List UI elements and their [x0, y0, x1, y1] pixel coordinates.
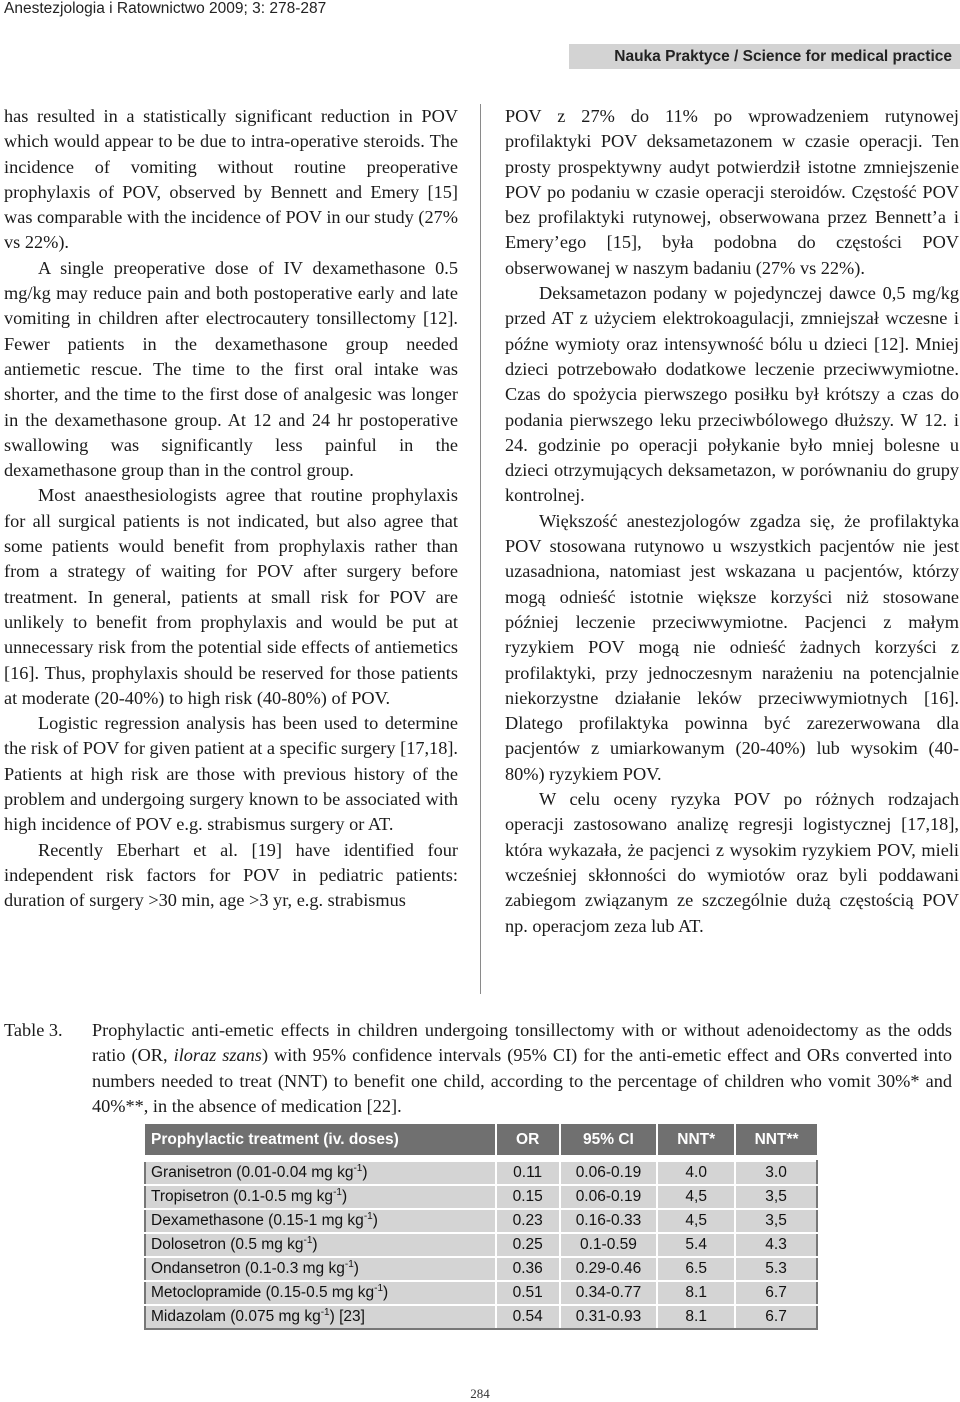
drug-name: Dolosetron (0.5 mg kg — [151, 1236, 304, 1254]
drug-suffix: ) — [362, 1164, 368, 1182]
drug-name: Midazolam (0.075 mg kg — [151, 1308, 321, 1326]
caption-text-part: Prophylactic anti-emetic effects in children undergoing tonsillectomy with or without adenoidectomy as the odds ratio (OR, — [92, 1020, 952, 1066]
drug-cell — [145, 1257, 496, 1281]
unit-superscript: -1 — [374, 1283, 384, 1295]
nnt2-cell: 3.0 — [735, 1161, 817, 1185]
or-cell: 0.15 — [496, 1185, 560, 1209]
column-header: 95% CI — [560, 1124, 658, 1155]
table-row — [145, 1233, 817, 1257]
unit-superscript: -1 — [333, 1187, 342, 1199]
nnt1-cell: 6.5 — [657, 1257, 735, 1281]
nnt2-cell: 3,5 — [735, 1209, 817, 1233]
drug-suffix: ) [23] — [329, 1308, 365, 1326]
unit-superscript: -1 — [303, 1235, 313, 1247]
nnt2-cell: 6.7 — [735, 1305, 817, 1329]
nnt2-cell: 4.3 — [735, 1233, 817, 1257]
table-row — [145, 1161, 817, 1185]
nnt1-cell: 8.1 — [657, 1305, 735, 1329]
or-cell: 0.51 — [496, 1281, 560, 1305]
column-header: NNT** — [754, 1130, 799, 1148]
ci-cell: 0.06-0.19 — [560, 1161, 658, 1185]
or-cell: 0.25 — [496, 1233, 560, 1257]
ci-cell: 0.29-0.46 — [560, 1257, 658, 1281]
table-row — [145, 1257, 817, 1281]
ci-cell: 0.31-0.93 — [560, 1305, 658, 1329]
drug-suffix: ) — [383, 1284, 389, 1302]
unit-superscript: -1 — [363, 1211, 373, 1223]
or-cell: 0.23 — [496, 1209, 560, 1233]
drug-cell — [145, 1209, 496, 1233]
drug-cell — [145, 1233, 496, 1257]
caption-text-part: ) with 95% confidence intervals (95% CI) for the anti-emetic effect and ORs converted into numbers needed to treat (NNT) to benefit one child, according to the percentage of children who vomit 30%* and 40%**, in the absence of medication [22]. — [92, 1045, 952, 1116]
paragraph: Logistic regression analysis has been used to determine the risk of POV for given patient at a specific surgery [17,18]. Patients at high risk are those with previous history of the problem and undergoing surgery known to be associated with high incidence of POV e.g. strabismus surgery or AT. — [4, 713, 458, 835]
or-cell: 0.11 — [496, 1161, 560, 1185]
drug-suffix: ) — [372, 1212, 378, 1230]
or-cell: 0.54 — [496, 1305, 560, 1329]
table-row — [145, 1209, 817, 1233]
caption-label: Table 3. — [4, 1020, 63, 1040]
caption-text — [92, 1018, 952, 1119]
drug-suffix: ) — [312, 1236, 318, 1254]
table-row — [145, 1281, 817, 1305]
drug-cell — [145, 1161, 496, 1185]
column-header: Prophylactic treatment (iv. doses) — [145, 1124, 496, 1155]
nnt1-cell: 4,5 — [657, 1185, 735, 1209]
nnt1-cell: 4,5 — [657, 1209, 735, 1233]
drug-cell — [145, 1185, 496, 1209]
paragraph: has resulted in a statistically significant reduction in POV which would appear to be due to intra-operative steroids. The incidence of vomiting without routine preoperative prophylaxis of POV, observed by Bennett and Emery [15] was comparable with the incidence of POV in our study (27% vs 22%). — [4, 106, 458, 253]
right-column-polish — [505, 104, 959, 939]
unit-superscript: -1 — [344, 1259, 354, 1271]
journal-citation: Anestezjologia i Ratownictwo 2009; 3: 278-287 — [4, 0, 327, 17]
drug-name: Metoclopramide (0.15-0.5 mg kg — [151, 1284, 375, 1302]
antiemetic-table — [144, 1124, 818, 1330]
table-row — [145, 1305, 817, 1329]
table-row — [145, 1185, 817, 1209]
nnt1-cell: 8.1 — [657, 1281, 735, 1305]
paragraph: Większość anestezjologów zgadza się, że profilaktyka POV stosowana rutynowo u wszystkich pacjentów nie jest uzasadniona, natomiast jest wskazana u pacjentów, którzy mogą odnieść istotnie większe korzyści niż stosowane później leczenie przeciwwymiotne. Pacjenci z małym ryzykiem POV mogą nie odnieść żadnych korzyści z profilaktyki, przy jednoczesnym narażeniu na potencjalnie niekorzystne działanie leków przeciwwymiotnych [16]. Dlatego profilaktyka powinna być zarezerwowana dla pacjentów z umiarkowanym (20-40%) lub wysokim (40-80%) ryzykiem POV. — [505, 510, 959, 784]
nnt2-cell: 5.3 — [735, 1257, 817, 1281]
ci-cell: 0.16-0.33 — [560, 1209, 658, 1233]
column-header: NNT* — [657, 1124, 735, 1155]
drug-suffix: ) — [353, 1260, 359, 1278]
paragraph: POV z 27% do 11% po wprowadzeniem rutynowej profilaktyki POV deksametazonem w czasie operacji. Ten prosty prospektywny audyt potwierdził istotne zmniejszenie POV po podaniu w czasie operacji steroidów. Częstość POV bez profilaktyki rutynowej, obserwowana przez Bennett’a i Emery’ego [15], była podobna do częstości POV obserwowanej w naszym badaniu (27% vs 22%). — [505, 106, 959, 278]
paragraph: Most anaesthesiologists agree that routine prophylaxis for all surgical patients is not indicated, but also agree that some patients would benefit from prophylaxis rather than from a strategy of waiting for POV after surgery before treatment. In general, patients at small risk for POV are unlikely to benefit from prophylaxis and would be put at unnecessary risk from the potential side effects of antiemetics [16]. Thus, prophylaxis should be reserved for those patients at moderate (20-40%) to high risk (40-80%) of POV. — [4, 485, 458, 708]
section-banner: Nauka Praktyce / Science for medical practice — [569, 44, 960, 69]
unit-superscript: -1 — [320, 1307, 330, 1319]
left-column-english — [4, 104, 458, 914]
or-cell: 0.36 — [496, 1257, 560, 1281]
ci-cell: 0.06-0.19 — [560, 1185, 658, 1209]
paragraph: Deksametazon podany w pojedynczej dawce 0,5 mg/kg przed AT z użyciem elektrokoagulacji, zmniejszał wczesne i późne wymioty oraz intensywność bólu u dzieci [12]. Mniej dzieci potrzebowało dodatkowe leczenie przeciwwymiotne. Czas do spożycia pierwszego posiłku był krótszy a czas do podania pierwszego leku przeciwbólowego dłuższy. W 12. i 24. godzinie po operacji połykanie było mniej bolesne u dzieci otrzymujących deksametazon, w porównaniu do grupy kontrolnej. — [505, 283, 959, 506]
drug-name: Granisetron (0.01-0.04 mg kg — [151, 1164, 354, 1182]
nnt1-cell: 4.0 — [657, 1161, 735, 1185]
nnt2-cell: 3,5 — [735, 1185, 817, 1209]
drug-name: Tropisetron (0.1-0.5 mg kg — [151, 1188, 334, 1206]
drug-name: Ondansetron (0.1-0.3 mg kg — [151, 1260, 345, 1278]
ci-cell: 0.1-0.59 — [560, 1233, 658, 1257]
page-number: 284 — [470, 1386, 490, 1401]
ci-cell: 0.34-0.77 — [560, 1281, 658, 1305]
table-header-row — [145, 1124, 817, 1155]
drug-name: Dexamethasone (0.15-1 mg kg — [151, 1212, 364, 1230]
drug-cell — [145, 1281, 496, 1305]
paragraph: A single preoperative dose of IV dexamethasone 0.5 mg/kg may reduce pain and both postoperative early and late vomiting in children after electrocautery tonsillectomy [12]. Fewer patients in the dexamethasone group needed antiemetic rescue. The time to the first oral intake was shorter, and the time to the first dose of analgesic was longer in the dexamethasone group. At 12 and 24 hr postoperative swallowing was significantly less painful in the dexamethasone group than in the control group. — [4, 257, 458, 481]
nnt1-cell: 5.4 — [657, 1233, 735, 1257]
paragraph: W celu oceny ryzyka POV po różnych rodzajach operacji zastosowano analizę regresji logistycznej [17,18], która wykazała, że pacjenci z wysokim ryzykiem POV, mieli wcześniej skłonności do wymiotów oraz byli poddawani zabiegom związanym ze szczególnie dużą częstością POV np. operacjom zeza lub AT. — [505, 789, 959, 936]
column-divider — [480, 104, 481, 994]
caption-italic-term: iloraz szans — [173, 1045, 262, 1066]
paragraph: Recently Eberhart et al. [19] have identified four independent risk factors for POV in pediatric patients: duration of surgery >30 min, age >3 yr, e.g. strabismus — [4, 839, 458, 911]
drug-cell — [145, 1305, 496, 1329]
unit-superscript: -1 — [353, 1163, 363, 1175]
column-header: OR — [496, 1124, 560, 1155]
drug-suffix: ) — [341, 1188, 348, 1206]
nnt2-cell: 6.7 — [735, 1281, 817, 1305]
